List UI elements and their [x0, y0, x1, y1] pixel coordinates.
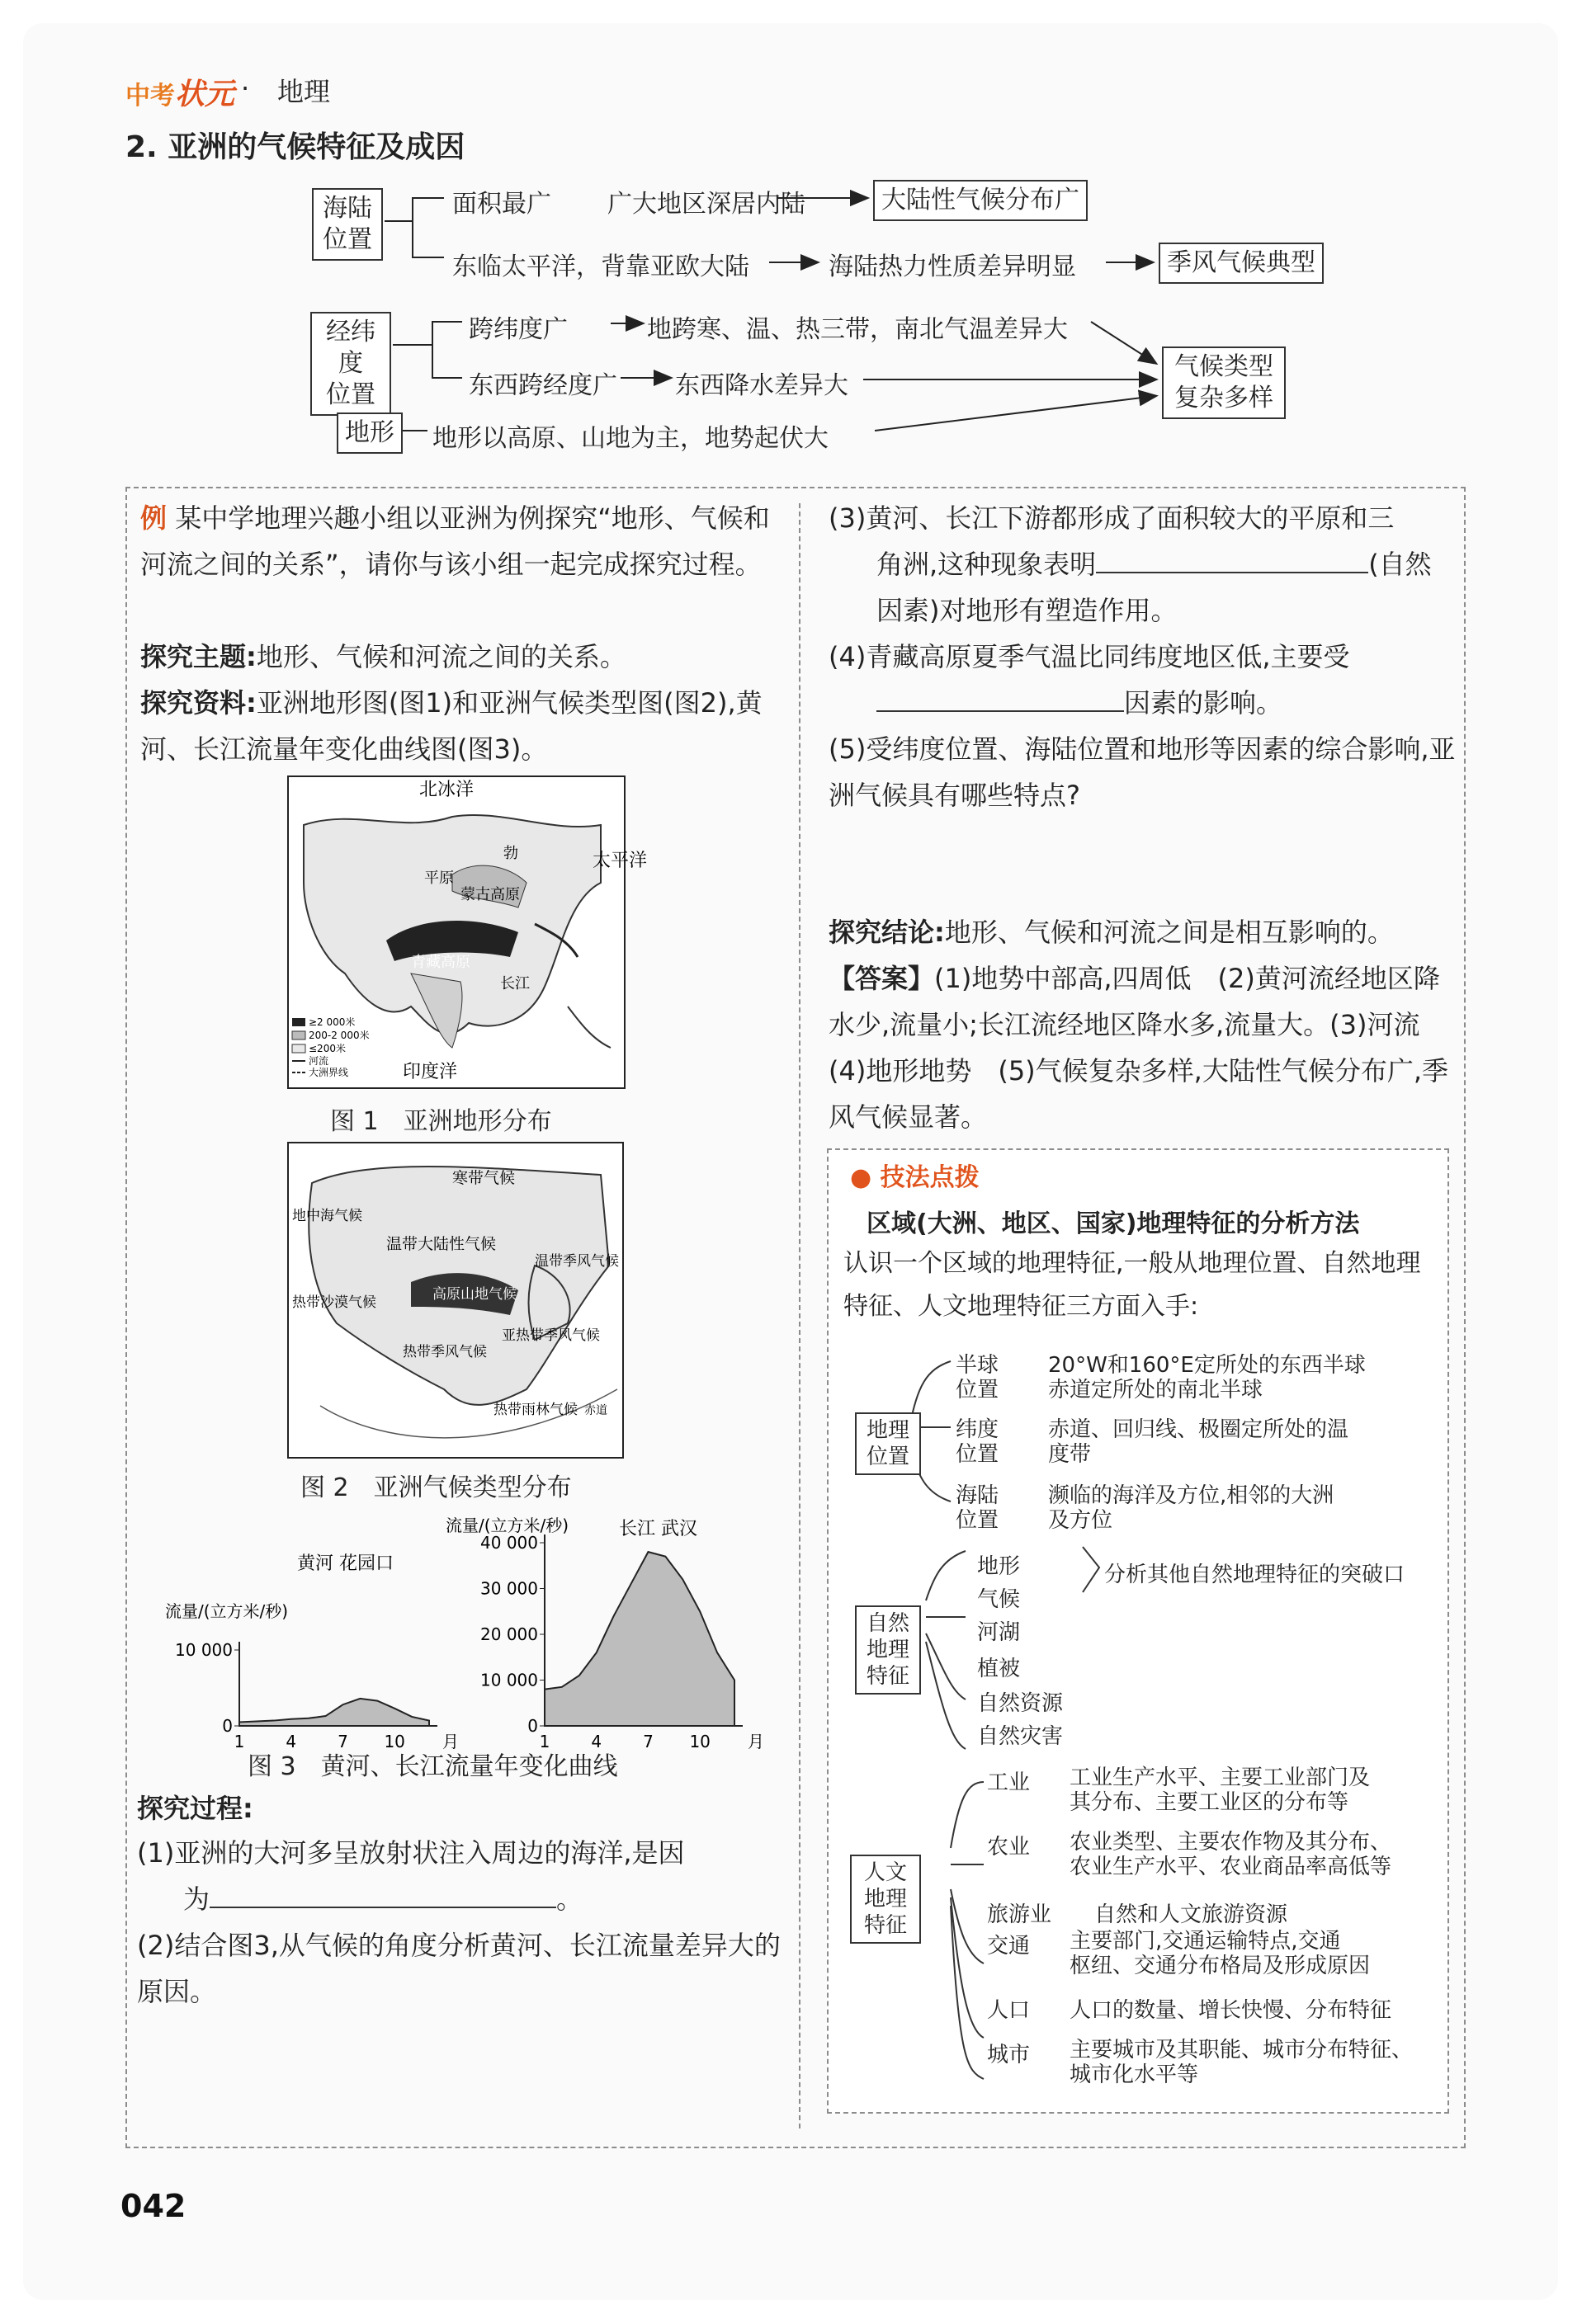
hum-item-key: 城市: [987, 2043, 1031, 2067]
y-tick-label: 0: [527, 1716, 538, 1736]
map1-legend: ≤200米: [309, 1043, 346, 1054]
nat-item: 河湖: [977, 1620, 1021, 1645]
continental-climate-box: 大陆性气候分布广: [873, 180, 1088, 221]
column-divider: [799, 503, 800, 2128]
chart-title: 黄河 花园口: [297, 1553, 394, 1574]
map1-legend: 大洲界线: [309, 1067, 349, 1078]
map2-label: 高原山地气候: [432, 1286, 517, 1303]
map2-label: 热带季风气候: [403, 1344, 487, 1360]
map1-label: 青藏高原: [411, 954, 470, 971]
hum-item-key: 农业: [987, 1835, 1031, 1860]
tips-sea-desc: 濒临的海洋及方位,相邻的大洲 及方位: [1048, 1483, 1334, 1533]
x-tick-label: 7: [338, 1732, 348, 1751]
discharge-charts: [157, 1518, 767, 1749]
answer-text: 【答案】(1)地势中部高,四周低 (2)黄河流经地区降水少,流量小;长江流经地区降水多,流量大。(3)河流 (4)地形地势 (5)气候复杂多样,大陆性气候分布广,季风气候显著。: [829, 963, 1449, 1133]
tips-sea-label: 海陆 位置: [956, 1483, 999, 1533]
nat-item: 植被: [977, 1657, 1021, 1681]
nat-breakthrough: 分析其他自然地理特征的突破口: [1104, 1563, 1405, 1587]
tips-geo-position-box: 地理 位置: [855, 1412, 921, 1475]
x-tick-label: 4: [286, 1732, 297, 1751]
y-tick-label: 20 000: [480, 1624, 538, 1644]
flow-lat-wide: 跨纬度广: [469, 315, 568, 344]
sea-land-position-box: 海陆 位置: [312, 188, 383, 261]
map2-label: 地中海气候: [292, 1208, 362, 1224]
asia-climate-map: [287, 1142, 624, 1459]
x-tick-label: 1: [234, 1732, 245, 1751]
question-3: (3)黄河、长江下游都形成了面积较大的平原和三 角洲,这种现象表明 (自然 因素)对地形有塑造作用。: [829, 502, 1432, 626]
tips-human-box: 人文 地理 特征: [850, 1855, 921, 1944]
x-axis-label: 月: [748, 1732, 764, 1751]
hum-item-desc: 工业生产水平、主要工业部门及 其分布、主要工业区的分布等: [1070, 1765, 1371, 1815]
section-title: 2. 亚洲的气候特征及成因: [125, 130, 465, 164]
y-axis-label: 流量/(立方米/秒): [165, 1601, 289, 1621]
nat-item: 地形: [977, 1554, 1021, 1579]
question-2: (2)结合图3,从气候的角度分析黄河、长江流量差异大的原因。: [137, 1930, 781, 2007]
map1-label: 印度洋: [403, 1062, 458, 1082]
hum-item-desc: 自然和人文旅游资源: [1094, 1902, 1288, 1927]
map2-label: 寒带气候: [452, 1169, 516, 1187]
map2-label: 热带沙漠气候: [292, 1294, 376, 1311]
x-tick-label: 4: [591, 1732, 602, 1751]
conclusion: 探究结论:地形、气候和河流之间是相互影响的。: [829, 917, 1394, 948]
figure2-caption: 图 2 亚洲气候类型分布: [300, 1473, 572, 1502]
y-tick-label: 30 000: [480, 1578, 538, 1599]
hum-item-desc: 人口的数量、增长快慢、分布特征: [1070, 1998, 1392, 2023]
chart-title: 长江 武汉: [619, 1519, 697, 1539]
x-tick-label: 10: [384, 1732, 405, 1751]
tips-hemi-label: 半球 位置: [956, 1353, 999, 1402]
nat-item: 自然资源: [977, 1691, 1064, 1716]
monsoon-climate-box: 季风气候典型: [1159, 243, 1324, 284]
x-tick-label: 10: [689, 1732, 711, 1751]
terrain-box: 地形: [337, 412, 403, 454]
discharge-area: [239, 1699, 429, 1726]
y-tick-label: 0: [222, 1716, 233, 1736]
tips-lat-desc: 赤道、回归线、极圈定所处的温 度带: [1048, 1417, 1349, 1467]
map1-label: 北冰洋: [419, 780, 475, 800]
process-label: 探究过程:: [137, 1793, 253, 1824]
figure3-caption: 图 3 黄河、长江流量年变化曲线: [248, 1752, 618, 1781]
tips-lat-label: 纬度 位置: [956, 1417, 999, 1467]
hum-item-desc: 主要部门,交通运输特点,交通 枢纽、交通分布格局及形成原因: [1070, 1929, 1371, 1978]
figure1-caption: 图 1 亚洲地形分布: [330, 1107, 552, 1136]
flow-deep-inland: 广大地区深居内陆: [607, 190, 805, 219]
header-subject: 地理: [277, 76, 331, 107]
y-tick-label: 10 000: [175, 1640, 233, 1660]
flow-terrain-desc: 地形以高原、山地为主，地势起伏大: [432, 424, 829, 453]
example-intro: 例 某中学地理兴趣小组以亚洲为例探究“地形、气候和河流之间的关系”，请你与该小组一起完成探究过程。: [140, 502, 770, 580]
flow-east-pacific: 东临太平洋，背靠亚欧大陆: [452, 252, 749, 281]
discharge-area: [545, 1552, 734, 1726]
x-tick-label: 1: [539, 1732, 550, 1751]
header-brand: 中考状元: [125, 78, 235, 111]
flow-area-largest: 面积最广: [452, 190, 551, 219]
header-separator: ·: [241, 73, 250, 104]
example-material: 探究资料:亚洲地形图(图1)和亚洲气候类型图(图2),黄河、长江流量年变化曲线图(图3)。: [140, 687, 763, 765]
hum-item-key: 人口: [987, 1998, 1031, 2023]
map2-label: 热带雨林气候: [493, 1402, 578, 1418]
map1-label: 蒙古高原: [460, 886, 520, 903]
lightbulb-icon: ●: [850, 1163, 872, 1192]
map1-label: 平原: [424, 870, 454, 887]
chart-yangtze-river: [446, 1516, 764, 1751]
answer-blank-1[interactable]: [210, 1907, 556, 1908]
hum-item-desc: 主要城市及其职能、城市分布特征、 城市化水平等: [1070, 2038, 1414, 2087]
latlon-position-box: 经纬度 位置: [310, 312, 391, 416]
map2-label: 赤道: [584, 1404, 607, 1417]
climate-complex-box: 气候类型 复杂多样: [1162, 346, 1286, 419]
hum-item-key: 旅游业: [987, 1902, 1052, 1927]
nat-item: 自然灾害: [977, 1724, 1064, 1749]
question-4: (4)青藏高原夏季气温比同纬度地区低,主要受 因素的影响。: [829, 641, 1350, 719]
hum-item-desc: 农业类型、主要农作物及其分布、 农业生产水平、农业商品率高低等: [1070, 1830, 1392, 1879]
flow-precip-diff: 东西降水差异大: [675, 371, 848, 400]
y-tick-label: 10 000: [480, 1670, 538, 1690]
flow-three-zones: 地跨寒、温、热三带，南北气温差异大: [647, 315, 1068, 344]
map1-legend: ≥2 000米: [309, 1016, 356, 1028]
flow-heat-diff: 海陆热力性质差异明显: [829, 252, 1076, 281]
flow-lon-wide: 东西跨经度广: [469, 371, 617, 400]
map2-label: 亚热带季风气候: [502, 1327, 600, 1344]
map1-legend: 河流: [309, 1055, 329, 1067]
question-1: (1)亚洲的大河多呈放射状注入周边的海洋,是因 为 。: [137, 1837, 685, 1915]
x-tick-label: 7: [643, 1732, 654, 1751]
y-axis-label: 流量/(立方米/秒): [446, 1516, 569, 1535]
tips-intro: 认识一个区域的地理特征,一般从地理位置、自然地理特征、人文地理特征三方面入手:: [843, 1249, 1421, 1321]
tips-title: 区域(大洲、地区、国家)地理特征的分析方法: [867, 1209, 1360, 1238]
asia-terrain-map: [287, 775, 648, 1089]
example-topic: 探究主题:地形、气候和河流之间的关系。: [140, 641, 626, 672]
chart-yellow-river: [165, 1553, 459, 1751]
example-tag: 例: [140, 502, 168, 534]
x-axis-label: 月: [442, 1732, 459, 1751]
map1-legend: 200-2 000米: [309, 1030, 370, 1041]
answer-blank-4[interactable]: [876, 710, 1124, 712]
answer-blank-3[interactable]: [1096, 572, 1368, 573]
hum-item-key: 工业: [987, 1770, 1031, 1795]
y-tick-label: 40 000: [480, 1533, 538, 1553]
hum-item-key: 交通: [987, 1934, 1031, 1959]
map2-label: 温带大陆性气候: [386, 1235, 497, 1253]
tips-badge: ● 技法点拨: [850, 1163, 980, 1192]
tips-natural-box: 自然 地理 特征: [855, 1605, 921, 1695]
map1-label: 长江: [500, 975, 530, 992]
map1-label: 太平洋: [593, 851, 648, 871]
page-number: 042: [120, 2188, 187, 2224]
question-5: (5)受纬度位置、海陆位置和地形等因素的综合影响,亚洲气候具有哪些特点?: [829, 733, 1456, 811]
map2-label: 温带季风气候: [535, 1253, 619, 1270]
map1-label: 勃: [503, 845, 518, 862]
tips-hemi-desc: 20°W和160°E定所处的东西半球 赤道定所处的南北半球: [1048, 1353, 1366, 1402]
nat-item: 气候: [977, 1587, 1021, 1612]
